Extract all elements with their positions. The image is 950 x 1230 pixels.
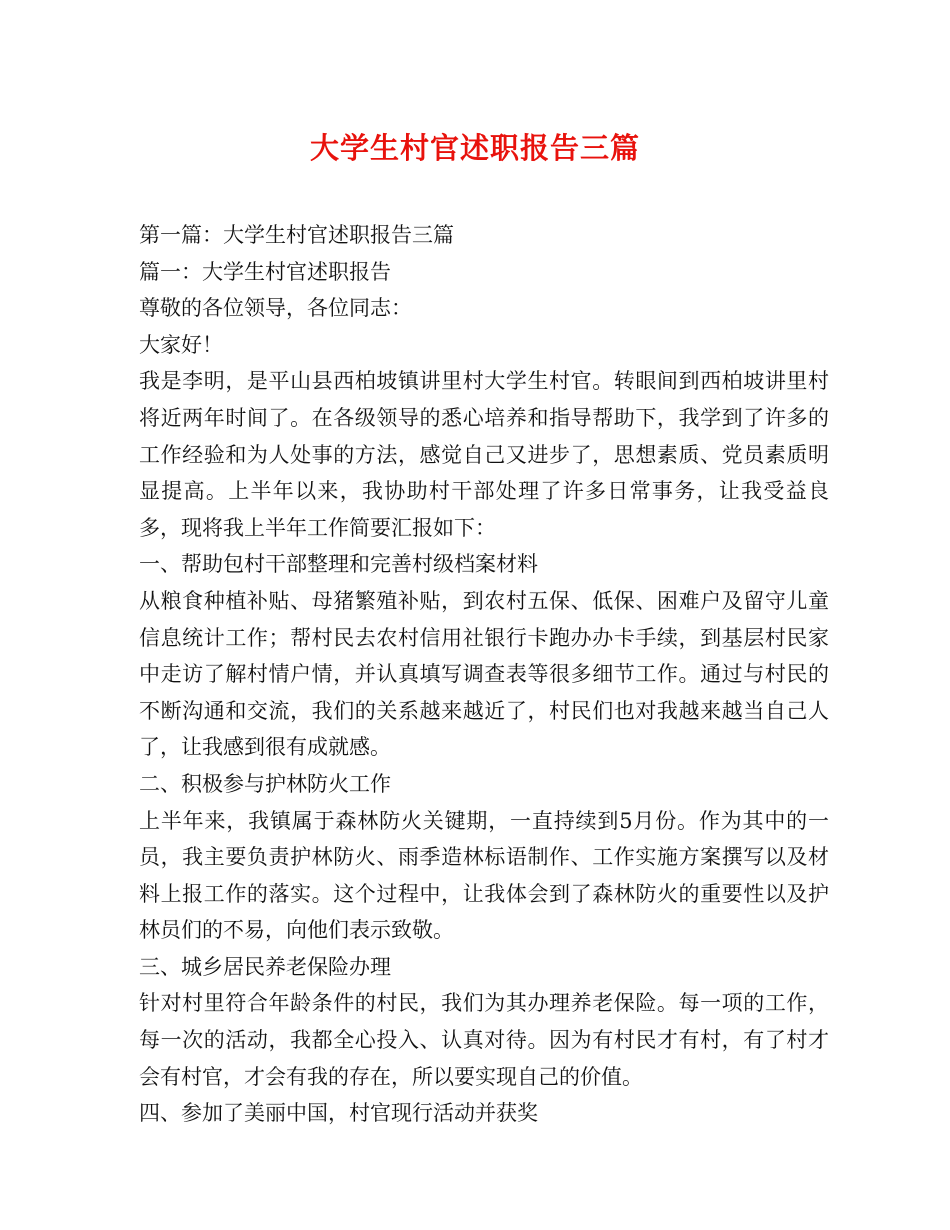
paragraph-introduction: 我是李明，是平山县西柏坡镇讲里村大学生村官。转眼间到西柏坡讲里村将近两年时间了。在各级领导的悉心培养和指导帮助下，我学到了许多的工作经验和为人处事的方法，感觉自己又进步了，思想素质、党员素质明显提高。上半年以来，我协助村干部处理了许多日常事务，让我受益良多，现将我上半年工作简要汇报如下： [139,369,829,540]
paragraph-greeting: 大家好！ [139,332,223,357]
document-body [139,217,829,1132]
section-body-2: 上半年来，我镇属于森林防火关键期，一直持续到5月份。作为其中的一员，我主要负责护林防火、雨季造林标语制作、工作实施方案撰写以及材料上报工作的落实。这个过程中，让我体会到了森林防火的重要性以及护林员们的不易，向他们表示致敬。 [139,808,829,943]
paragraph-salutation: 尊敬的各位领导，各位同志： [139,296,412,321]
section-heading-2: 二、积极参与护林防火工作 [139,771,391,796]
section-body-1: 从粮食种植补贴、母猪繁殖补贴，到农村五保、低保、困难户及留守儿童信息统计工作；帮村民去农村信用社银行卡跑办办卡手续，到基层村民家中走访了解村情户情，并认真填写调查表等很多细节工作。通过与村民的不断沟通和交流，我们的关系越来越近了，村民们也对我越来越当自己人了，让我感到很有成就感。 [139,588,829,760]
section-heading-4: 四、参加了美丽中国，村官现行活动并获奖 [139,1101,538,1126]
paragraph-part-heading: 第一篇：大学生村官述职报告三篇 [139,223,454,247]
section-body-3: 针对村里符合年龄条件的村民，我们为其办理养老保险。每一项的工作，每一次的活动，我都全心投入、认真对待。因为有村民才有村，有了村才会有村官，才会有我的存在，所以要实现自己的价值。 [139,991,829,1089]
section-heading-3: 三、城乡居民养老保险办理 [139,954,391,979]
section-heading-1: 一、帮助包村干部整理和完善村级档案材料 [139,552,538,577]
document-title: 大学生村官述职报告三篇 [309,131,640,165]
paragraph-chapter-heading: 篇一：大学生村官述职报告 [139,259,391,284]
